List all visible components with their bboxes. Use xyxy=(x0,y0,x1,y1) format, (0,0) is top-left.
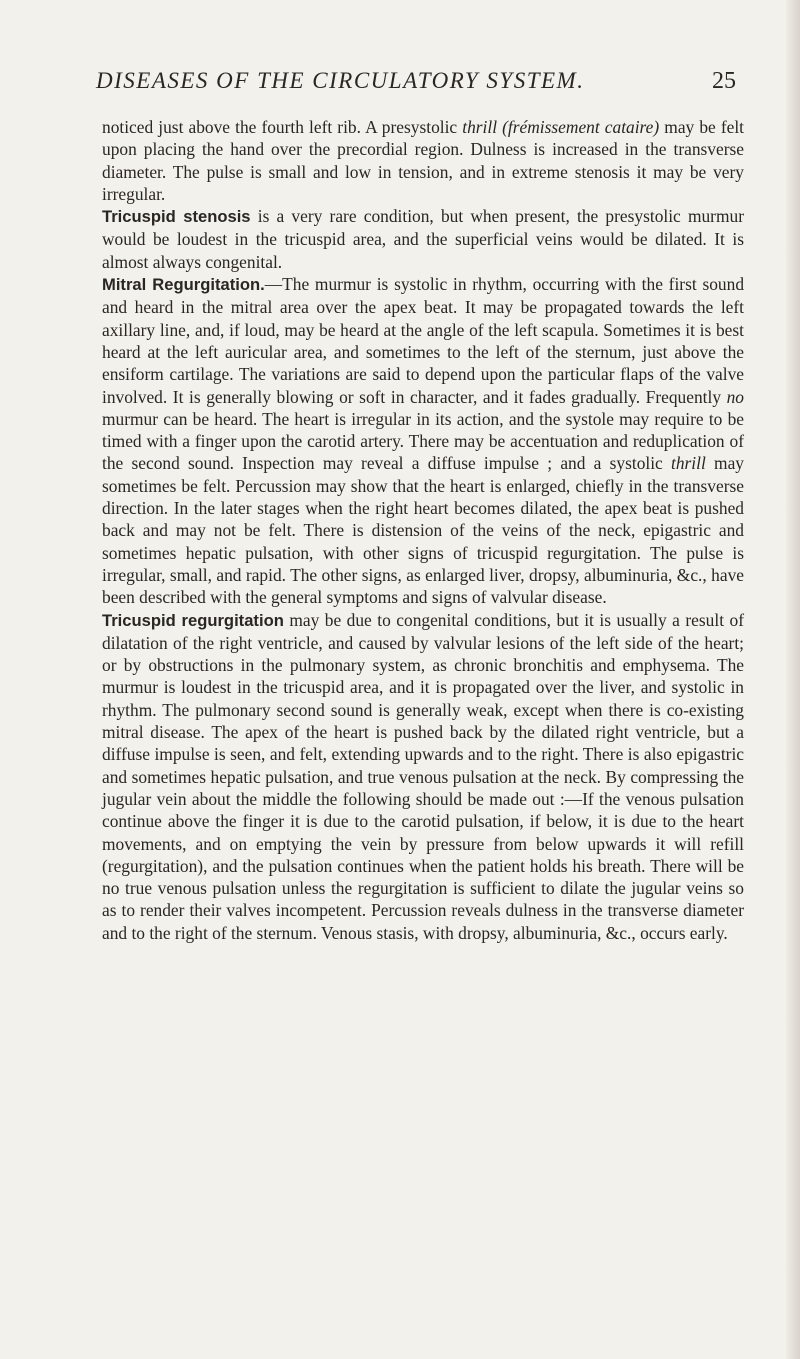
text-run: may be due to congenital conditions, but it is usually a result of dilatation of the right ventricle, and caused by valvular lesions of the left side of the heart; or by obstructions in the pulmonary system, as chronic bronchitis and emphysema. The murmur is loudest in the tricuspid area, and it is propagated over the liver, and systolic in rhythm. The pulmonary second sound is generally weak, except when there is co-existing mitral disease. The apex of the heart is pushed back by the dilated right ventricle, but a diffuse impulse is seen, and felt, extending upwards and to the right. There is also epigastric and sometimes hepatic pulsation, and true venous pulsation at the neck. By compressing the jugular vein about the middle the following should be made out :—If the venous pulsation continue above the finger it is due to the carotid pulsation, if below, it is due to the heart movements, and on emptying the vein by pressure from below upwards it will refill (regurgitation), and the pulsation continues when the patient holds his breath. There will be no true venous pulsation unless the regurgitation is sufficient to dilate the jugular veins so as to render their valves incompetent. Percussion reveals dulness in the transverse diameter and to the right of the sternum. Venous stasis, with dropsy, albuminuria, &c., occurs early. xyxy=(102,609,744,943)
text-run: noticed just above the fourth left rib. A presystolic xyxy=(102,117,463,137)
section-heading: Tricuspid regurgitation xyxy=(102,610,284,630)
page-spine-shadow xyxy=(786,0,800,1359)
running-head: DISEASES OF THE CIRCULATORY SYSTEM. xyxy=(96,68,585,93)
text-run: —The murmur is systolic in rhythm, occurring with the first sound and heard in the mitral area over the apex beat. It may be propagated towards the left axillary line, and, if loud, may be heard at the angle of the left scapula. Sometimes it is best heard at the left auricular area, and sometimes to the left of the sternum, just above the ensiform cartilage. The variations are said to depend upon the particular flaps of the valve involved. It is generally blowing or soft in character, and it fades gradually. Frequently xyxy=(102,274,745,407)
text-run: may sometimes be felt. Percussion may show that the heart is enlarged, chiefly in the transverse direction. In the later stages when the right heart becomes dilated, the apex beat is pushed back and may not be felt. There is distension of the veins of the neck, epigastric and sometimes hepatic pulsation, with other signs of tricuspid regurgitation. The pulse is irregular, small, and rapid. The other signs, as enlarged liver, dropsy, albuminuria, &c., have been described with the general symptoms and signs of valvular disease. xyxy=(102,453,744,608)
text-run: may be felt upon placing the hand over the precordial region. Dulness is increased in the transverse diameter. The pulse is small and low in tension, and in extreme stenosis it may be very irregular. xyxy=(102,117,745,204)
page-header xyxy=(96,68,736,102)
italic-term: thrill xyxy=(671,453,706,474)
paragraph xyxy=(102,116,744,205)
section-heading: Tricuspid stenosis xyxy=(102,207,251,227)
body-text xyxy=(102,116,744,944)
text-run: is a very rare condition, but when present, the presystolic murmur would be loudest in the tricuspid area, and the superficial veins would be dilated. It is almost always congenital. xyxy=(102,206,744,272)
page-number: 25 xyxy=(712,68,736,94)
italic-term: thrill (frémissement cataire) xyxy=(462,117,660,137)
text-run: murmur can be heard. The heart is irregular in its action, and the systole may require to be timed with a finger upon the carotid artery. There may be accentuation and reduplication of the second sound. Inspection may reveal a diffuse impulse ; and a systolic xyxy=(102,408,744,474)
paragraph xyxy=(102,609,744,944)
italic-term: no xyxy=(726,386,744,407)
paragraph xyxy=(102,273,744,608)
paragraph xyxy=(102,205,744,273)
section-heading: Mitral Regurgitation. xyxy=(102,275,265,295)
